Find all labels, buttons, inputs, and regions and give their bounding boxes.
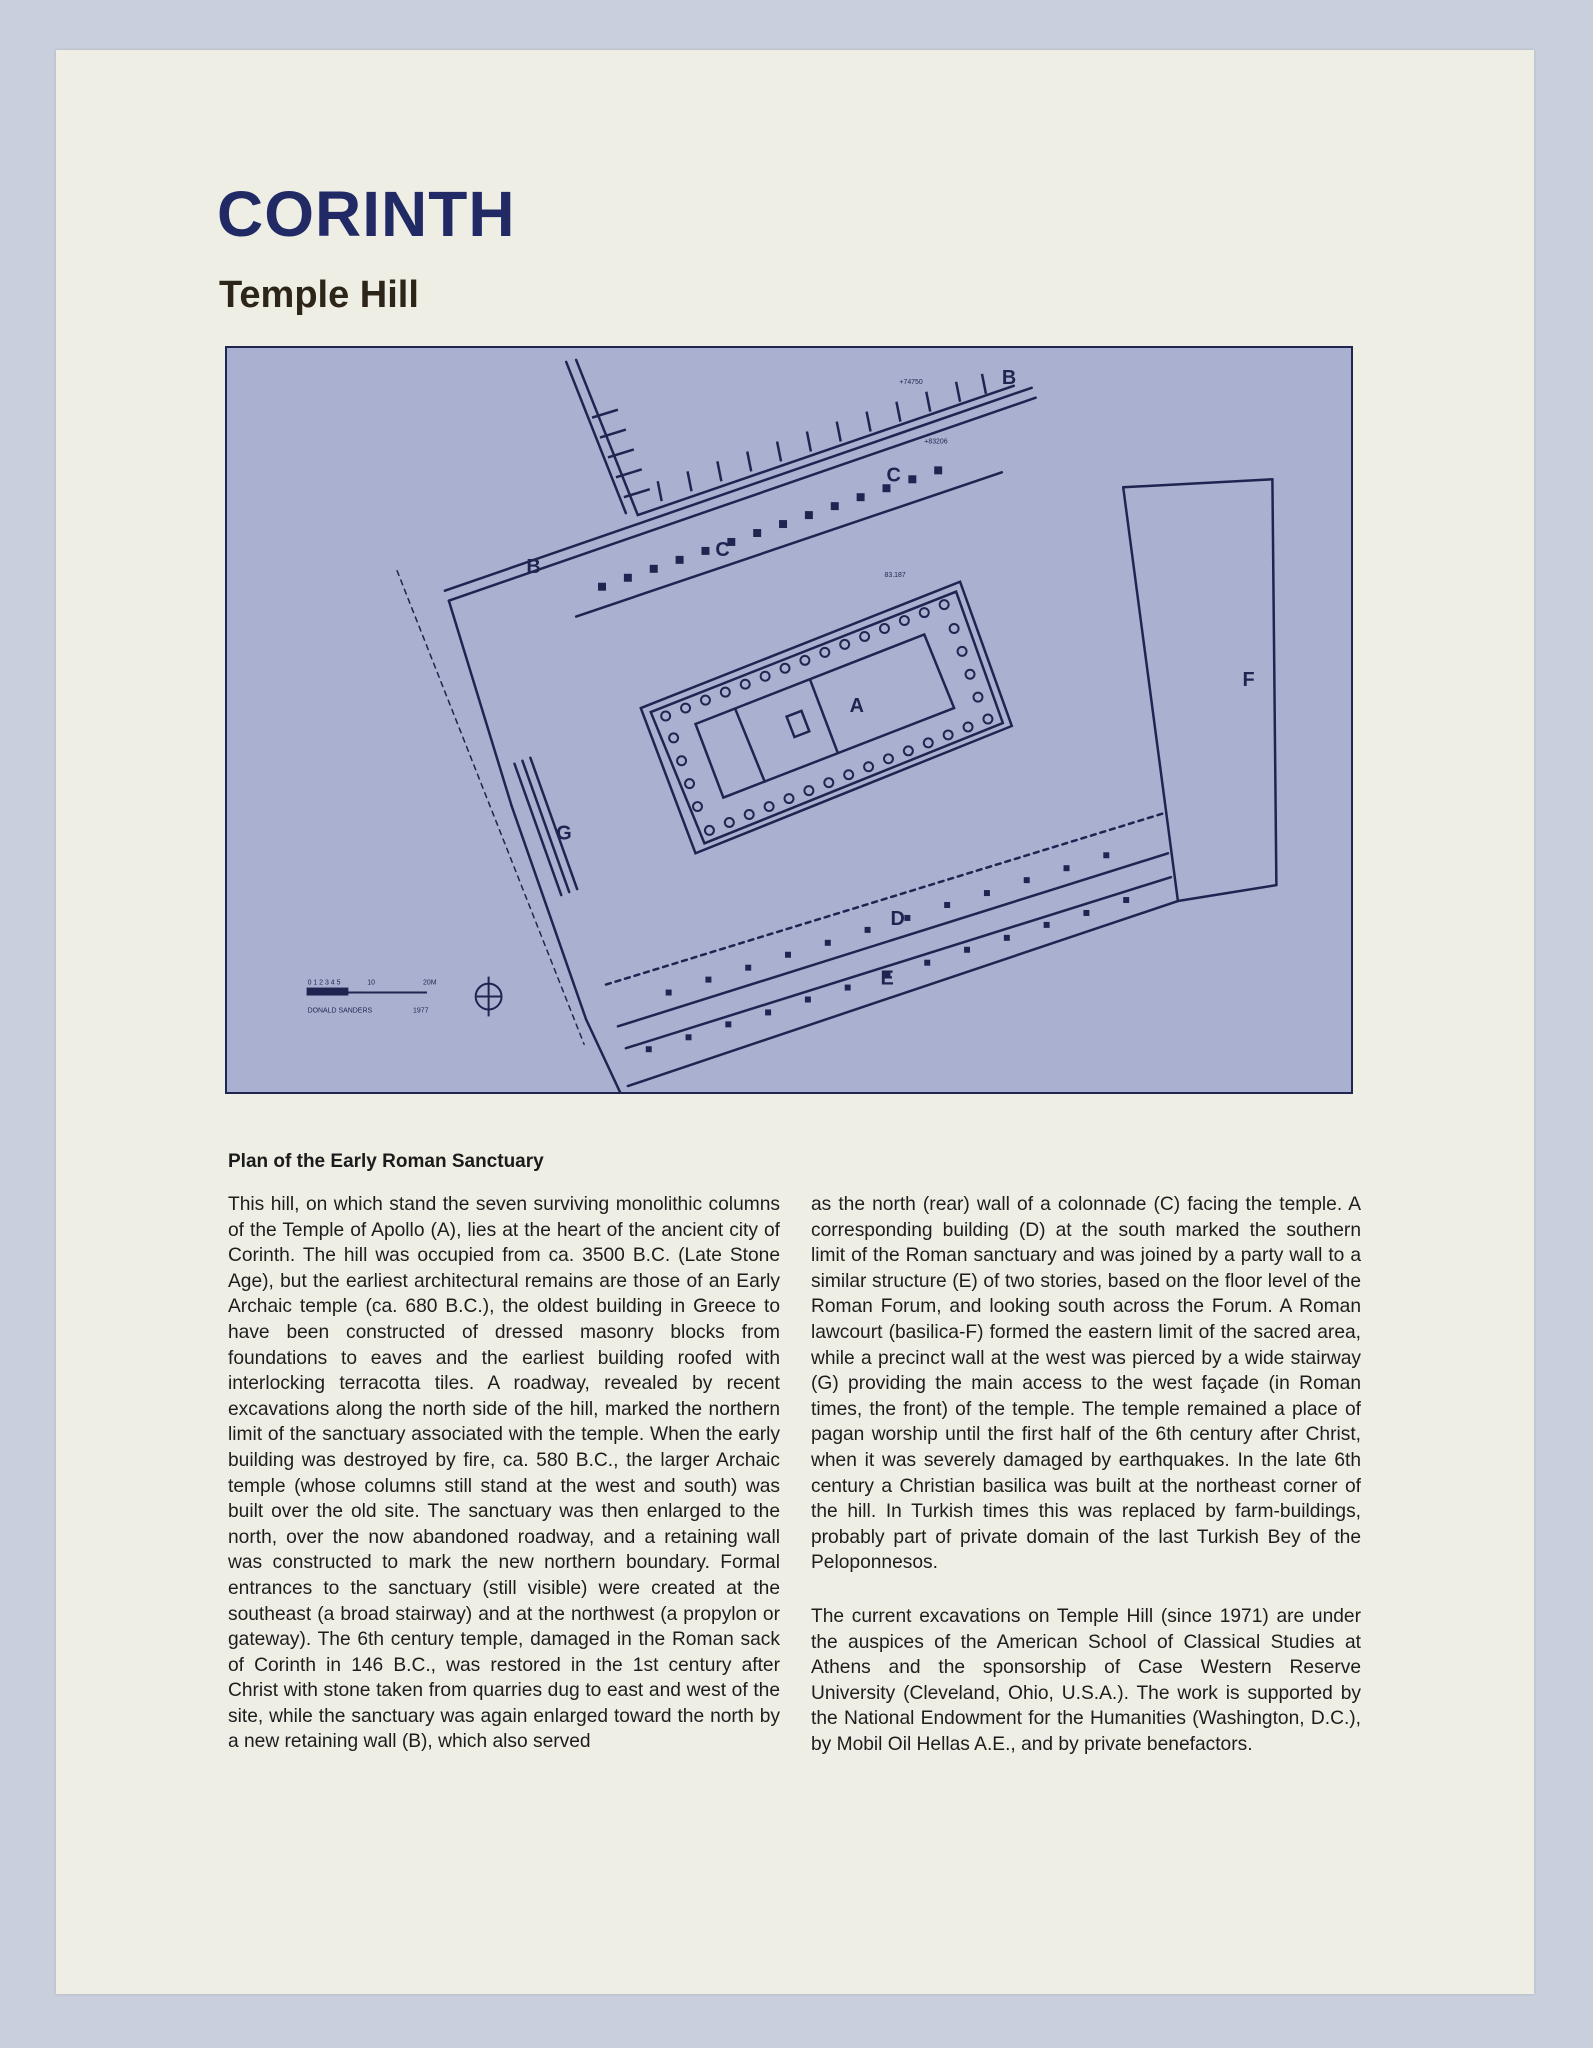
plan-label-e: E	[880, 967, 894, 990]
plan-label-c-west: C	[715, 538, 730, 561]
plan-label-g: G	[556, 822, 572, 845]
scale-ten: 10	[367, 979, 376, 987]
west-dashed-line	[397, 571, 584, 1044]
plan-elevation-north: +74750	[899, 378, 923, 386]
page-subtitle: Temple Hill	[219, 274, 419, 316]
plan-year: 1977	[413, 1007, 429, 1015]
south-building-columns	[646, 852, 1129, 1052]
body-paragraph: This hill, on which stand the seven surviving monolithic columns of the Temple of Apollo (A), lies at the heart of the ancient city of Corinth. The hill was occupied from ca. 3500 B.C. (Late Stone Age), but the earliest architectural remains are those of an Early Archaic temple (ca. 680 B.C.), the oldest building in Greece to have been constructed of dressed masonry blocks from foundations to eaves and the earliest building roofed with interlocking terracotta tiles. A roadway, revealed by recent excavations along the north side of the hill, marked the northern limit of the sanctuary associated with the temple. When the early building was destroyed by fire, ca. 580 B.C., the larger Archaic temple (whose columns still stand at the west and south) was built over the old site. The sanctuary was then enlarged to the north, over the now abandoned roadway, and a retaining wall was constructed to mark the new northern boundary. Formal entrances to the sanctuary (still visible) were created at the southeast (a broad stairway) and at the northwest (a propylon or gateway). The 6th century temple, damaged in the Roman sack of Corinth in 146 B.C., was restored in the 1st century after Christ with stone taken from quarries dug to east and west of the site, while the sanctuary was again enlarged toward the north by a new retaining wall (B), which also served	[228, 1194, 780, 1753]
plan-label-b-north: B	[1001, 366, 1017, 389]
scale-ticks: 0 1 2 3 4 5	[307, 979, 341, 987]
plan-caption: Plan of the Early Roman Sanctuary	[228, 1151, 544, 1172]
body-paragraph: as the north (rear) wall of a colonnade (C) facing the temple. A corresponding building (D) at the south marked the southern limit of the Roman sanctuary and was joined by a party wall to a similar structure (E) of two stories, based on the floor level of the Roman Forum, and looking south across the Forum. A Roman lawcourt (basilica-F) formed the eastern limit of the sacred area, while a precinct wall at the west was pierced by a wide stairway (G) providing the main access to the west façade (in Roman times, the front) of the temple. The temple remained a place of pagan worship until the first half of the 6th century after Christ, when it was severely damaged by earthquakes. In the late 6th century a Christian basilica was built at the northeast corner of the hill. In Turkish times this was replaced by farm-buildings, probably part of private domain of the last Turkish Bey of the Peloponnesos.	[811, 1194, 1361, 1574]
temple-of-apollo	[641, 582, 1012, 854]
north-arrow-icon	[476, 977, 502, 1017]
plan-label-f: F	[1242, 669, 1255, 692]
plan-elevation-colonnade: +83206	[924, 438, 948, 446]
body-column-left	[228, 1192, 780, 1755]
north-shops-westwall	[576, 360, 638, 515]
north-shops-wall	[638, 386, 1014, 515]
body-column-right	[811, 1192, 1361, 1757]
plan-drafter: DONALD SANDERS	[307, 1007, 373, 1015]
site-plan	[225, 346, 1353, 1094]
site-plan-drawing	[227, 348, 1351, 1092]
plan-elevation-temple: 83.187	[884, 571, 906, 579]
basilica-f-north	[1123, 479, 1272, 487]
plan-label-d: D	[890, 907, 905, 930]
basilica-f-east	[1272, 479, 1276, 885]
west-precinct-wall	[449, 601, 512, 806]
plan-label-b-west: B	[526, 555, 541, 578]
scale-twenty: 20M	[422, 979, 437, 987]
west-stairway-g	[514, 764, 561, 895]
plan-linework	[397, 360, 1276, 1092]
scale-bar	[308, 989, 427, 995]
body-paragraph-credits: The current excavations on Temple Hill (since 1971) are under the auspices of the American School of Classical Studies at Athens and the sponsorship of Case Western Reserve University (Cleveland, Ohio, U.S.A.). The work is supported by the National Endowment for the Humanities (Washington, D.C.), by Mobil Oil Hellas A.E., and by private benefactors.	[811, 1605, 1361, 1755]
plan-label-c-east: C	[886, 464, 901, 487]
basilica-f-west	[1123, 487, 1178, 901]
plan-label-a: A	[849, 695, 865, 718]
south-stoa-d-south	[618, 853, 1168, 1026]
building-e-north	[626, 877, 1171, 1048]
page-title: CORINTH	[217, 178, 516, 250]
colonnade-c-line	[576, 472, 1002, 616]
